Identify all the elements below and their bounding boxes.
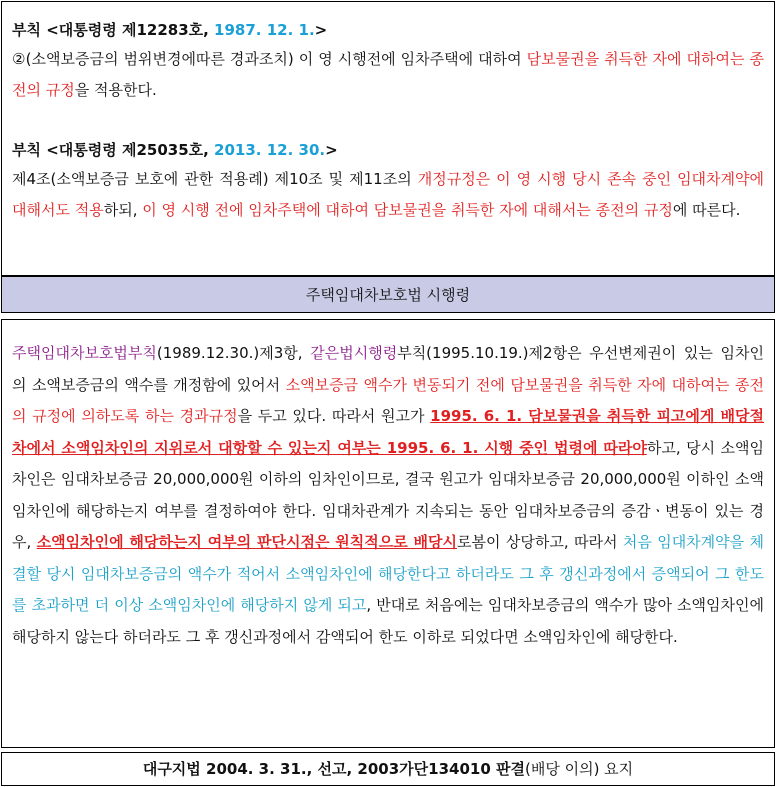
caption-normal: (배당 이의) 요지 (524, 760, 634, 778)
highlight-red: 소액보증금 액수가 변동되기 전에 담보물권을 취득한 자에 대하여는 종전의 규정에 의하도록 하는 경과규정 (12, 375, 764, 425)
section-title-bar (1, 276, 775, 313)
highlight-purple: 같은법시행령 (310, 344, 398, 362)
addendum-heading-2013 (12, 136, 764, 164)
addendum-paragraph-1987 (12, 44, 764, 106)
text-span: 제4조(소액보증금 보호에 관한 적용례) 제10조 및 제11조의 (12, 170, 418, 188)
text-span: 하되, (103, 201, 143, 219)
text-span: ②(소액보증금의 범위변경에따른 경과조치) 이 영 시행전에 임차주택에 대하여 (12, 50, 527, 68)
heading-date: 1987. 12. 1. (214, 21, 315, 39)
text-span: 을 두고 있다. 따라서 원고가 (237, 407, 431, 425)
judgment-paragraph (12, 338, 764, 653)
text-span: 을 적용한다. (74, 81, 157, 99)
text-span: 에 따른다. (672, 201, 741, 219)
heading-text: 부칙 <대통령령 제12283호, (12, 21, 215, 39)
highlight-red: 담보물권을 취득한 자에 대하여는 종전의 규정 (12, 50, 764, 99)
highlight-purple: 주택임대차보호법부칙 (12, 344, 157, 362)
heading-text: 부칙 <대통령령 제25035호, (12, 141, 215, 159)
source-caption (1, 752, 775, 786)
caption-bold: 대구지법 2004. 3. 31., 선고, 2003가단134010 판결 (142, 760, 525, 778)
addendum-box (1, 1, 775, 276)
heading-date: 2013. 12. 30. (214, 141, 326, 159)
addendum-heading-1987 (12, 16, 764, 44)
judgment-box (1, 319, 775, 748)
highlight-red-bold: 소액임차인에 해당하는지 여부의 판단시점은 원칙적으로 배당시 (36, 533, 458, 551)
section-title: 주택임대차보호법 시행령 (305, 286, 471, 304)
text-span: 로봄이 상당하고, 따라서 (457, 533, 623, 551)
text-span: , 반대로 처음에는 임대차보증금의 액수가 많아 소액임차인에 해당하지 않는다 하더라도 그 후 갱신과정에서 감액되어 한도 이하로 되었다면 소액임차인에 해당한다. (12, 596, 764, 646)
text-span: 하고, 당시 소액임차인은 임대차보증금 20,000,000원 이하의 임차인이므로, 결국 원고가 임대차보증금 20,000,000원 이하인 소액임차인에 해당하는지 여부를 결정하여야 한다. 임대차관계가 지속되는 동안 임대차보증금의 증감ㆍ변동이 있는 경우, (12, 438, 764, 551)
heading-close: > (325, 141, 338, 159)
spacer (12, 106, 764, 136)
addendum-paragraph-2013 (12, 164, 764, 226)
text-span: (1989.12.30.)제3항, (156, 344, 311, 362)
text-span: 부칙(1995.10.19.)제2항은 우선변제권이 있는 임차인의 소액보증금의 액수를 개정함에 있어서 (12, 344, 765, 394)
heading-close: > (314, 21, 328, 39)
highlight-red: 이 영 시행 전에 임차주택에 대하여 담보물권을 취득한 자에 대해서는 종전의 규정 (142, 201, 673, 219)
highlight-red: 개정규정은 이 영 시행 당시 존속 중인 임대차계약에 대해서도 적용 (12, 170, 765, 219)
highlight-cyan: 처음 임대차계약을 체결할 당시 임대차보증금의 액수가 적어서 소액임차인에 해당한다고 하더라도 그 후 갱신과정에서 증액되어 그 한도를 초과하면 더 이상 소액임차인에 해당하지 않게 되고 (12, 533, 765, 614)
highlight-red-bold: 1995. 6. 1. 담보물권을 취득한 피고에게 배당절차에서 소액임차인의 지위로서 대항할 수 있는지 여부는 1995. 6. 1. 시행 중인 법령에 따라야 (12, 407, 765, 457)
